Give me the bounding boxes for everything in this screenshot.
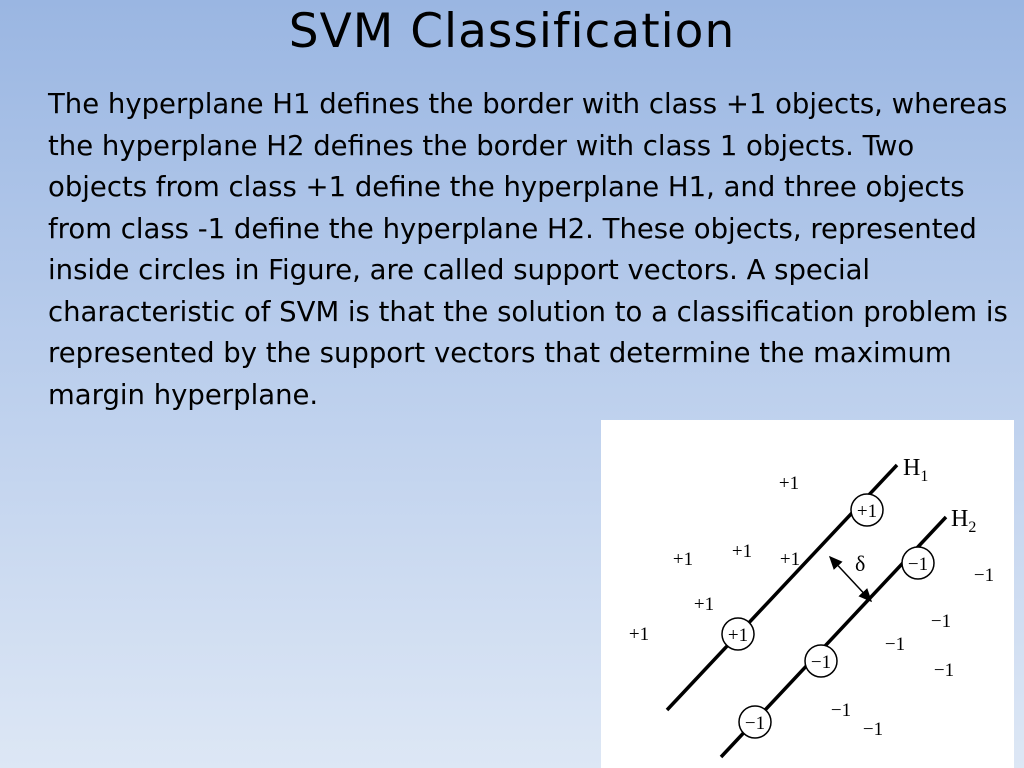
support-vector-minus: −1 [744,713,766,734]
class-plus-point: +1 [779,549,801,570]
support-vector-minus: −1 [810,652,832,673]
class-minus-point: −1 [933,660,955,681]
h2-label: $H_2$ [951,506,977,536]
class-minus-point: −1 [830,700,852,721]
class-minus-point: −1 [930,611,952,632]
class-plus-point: +1 [778,473,800,494]
svm-figure [601,420,1014,768]
class-plus-point: +1 [672,549,694,570]
slide-title: SVM Classification [288,4,736,59]
slide-body-text: The hyperplane H1 defines the border with class +1 objects, whereas the hyperplane H2 defines the border with class 1 objects. Two objects from class +1 define the hyperplane H1, and three objects from class -1 define the hyperplane H2. These objects, represented inside circles in Figure, are called support vectors. A special characteristic of SVM is that the solution to a classification problem is represented by the support vectors that determine the maximum margin hyperplane. [48,88,1008,411]
support-vector-plus: +1 [856,501,878,522]
support-vector-minus: −1 [907,554,929,575]
class-minus-point: −1 [973,565,995,586]
class-plus-point: +1 [731,541,753,562]
class-minus-point: −1 [862,719,884,740]
support-vector-plus: +1 [727,625,749,646]
class-plus-point: +1 [693,594,715,615]
class-minus-point: −1 [884,634,906,655]
h1-label: $H_1$ [903,455,929,485]
class-plus-point: +1 [628,624,650,645]
margin-delta-label: δ [855,551,866,576]
